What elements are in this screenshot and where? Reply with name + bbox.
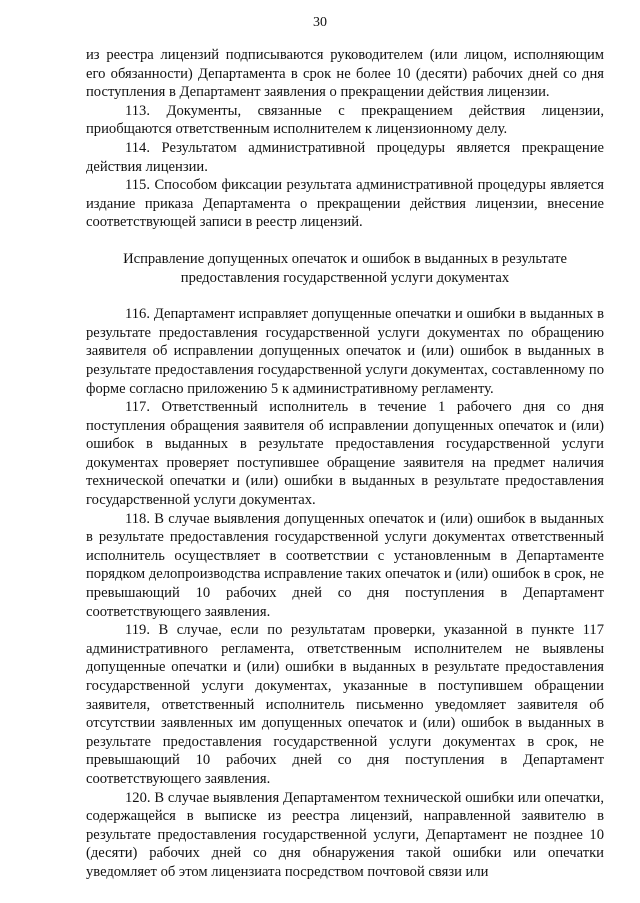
paragraph-117: 117. Ответственный исполнитель в течение 1 рабочего дня со дня поступления обращения заявителя об исправлении допущенных опечаток и (или) ошибок в выданных в результате предоставления государственной услуги документах проверяет поступившее обращение заявителя на предмет наличия технической опечатки и (или) ошибки в выданных в результате предоставления государственной услуги документах. (86, 399, 604, 509)
section-spacer (86, 287, 604, 305)
paragraph-113: 113. Документы, связанные с прекращением действия лицензии, приобщаются ответственным исполнителем к лицензионному делу. (86, 102, 604, 138)
paragraph-114: 114. Результатом административной процедуры является прекращение действия лицензии. (86, 139, 604, 175)
paragraph-118: 118. В случае выявления допущенных опечаток и (или) ошибок в выданных в результате предоставления государственной услуги документах ответственный исполнитель осуществляет в соответствии с установленным в Департаменте порядком делопроизводства исправление таких опечаток и (или) ошибок в срок, не превышающий 10 рабочих дней со дня поступления в Департамент соответствующего заявления. (86, 510, 604, 620)
paragraph-116: 116. Департамент исправляет допущенные опечатки и ошибки в выданных в результате предоставления государственной услуги документах по обращению заявителя об исправлении допущенных опечаток и (или) ошибок в выданных в результате предоставления государственной услуги документах, составленному по форме согласно приложению 5 к административному регламенту. (86, 306, 604, 397)
paragraph-continued: из реестра лицензий подписываются руководителем (или лицом, исполняющим его обязанности) Департамента в срок не более 10 (десяти) рабочих дней со дня поступления в Департамент заявления о прекращении действия лицензии. (86, 47, 604, 101)
paragraph-119: 119. В случае, если по результатам проверки, указанной в пункте 117 административного регламента, ответственным исполнителем не выявлены допущенные опечатки и (или) ошибки в выданных в результате предоставления государственной услуги документах, указанные в поступившем обращении заявителя, ответственный исполнитель письменно уведомляет заявителя об отсутствии заявленных им допущенных опечаток и (или) ошибок в выданных в результате предоставления государственной услуги документах в срок, не превышающий 10 рабочих дней со дня поступления в Департамент соответствующего заявления. (86, 622, 604, 787)
paragraph-115: 115. Способом фиксации результата административной процедуры является издание приказа Департамента о прекращении действия лицензии, внесение соответствующей записи в реестр лицензий. (86, 177, 604, 231)
document-body (86, 46, 604, 882)
paragraph-120: 120. В случае выявления Департаментом технической ошибки или опечатки, содержащейся в выписке из реестра лицензий, направленной заявителю в результате предоставления государственной услуги, Департамент не позднее 10 (десяти) рабочих дней со дня обнаружения такой ошибки или опечатки уведомляет об этом лицензиата посредством почтовой связи или (86, 789, 604, 880)
section-heading: Исправление допущенных опечаток и ошибок в выданных в результате предоставления государственной услуги документах (123, 250, 567, 286)
page-number: 30 (313, 15, 327, 30)
